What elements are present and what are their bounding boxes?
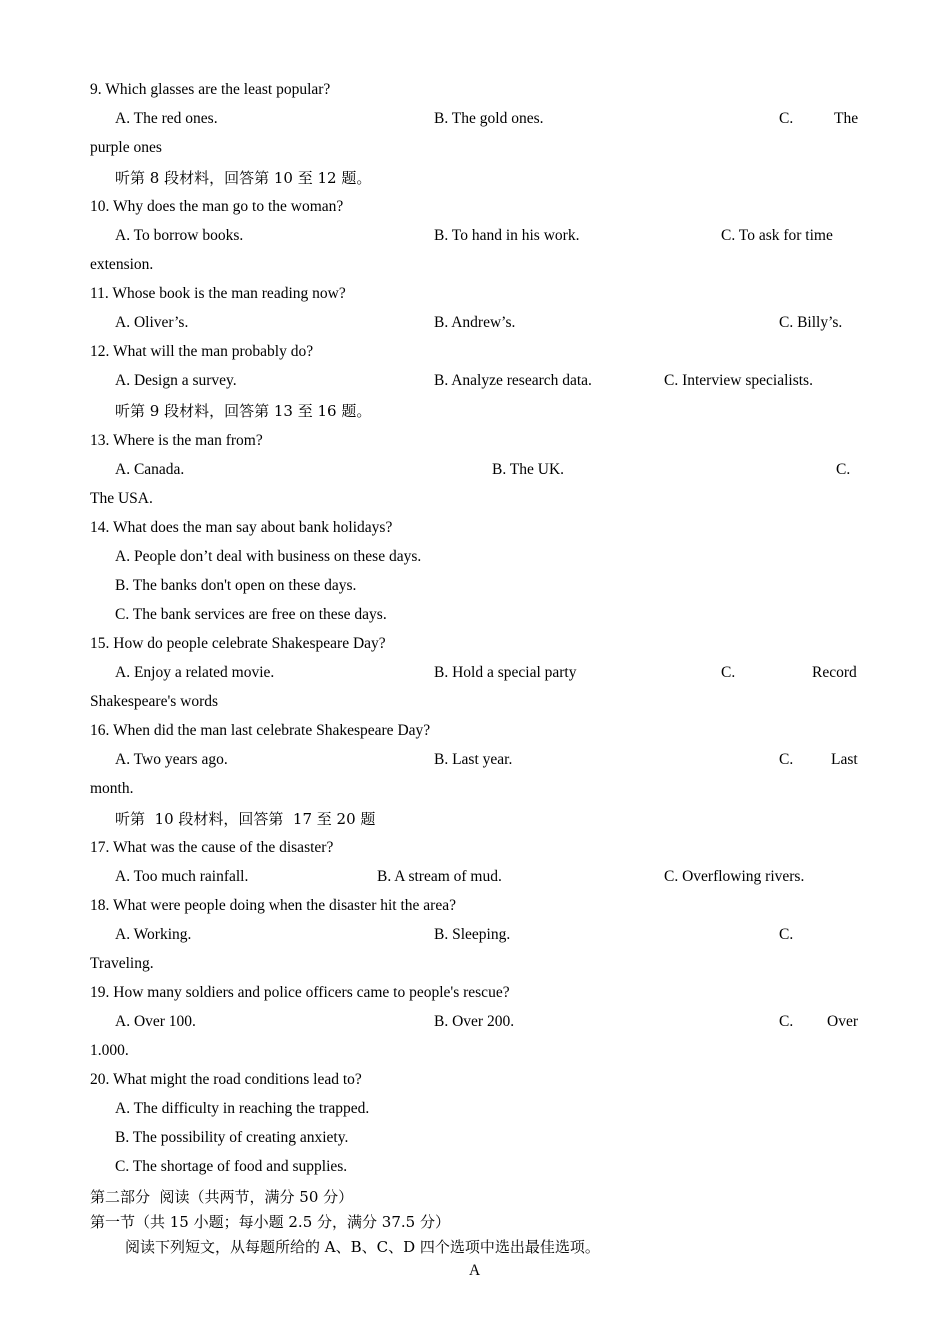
q12-option-b: B. Analyze research data. [434,372,592,389]
q15-option-b: B. Hold a special party [434,664,577,681]
q11-option-b: B. Andrew’s. [434,314,516,331]
q20-option-a: A. The difficulty in reaching the trapped. [115,1100,370,1117]
q16-option-c-cont: month. [90,780,134,797]
section-1-heading: 第一节（共 15 小题；每小题 2.5 分，满分 37.5 分） [90,1213,450,1231]
q13-option-b: B. The UK. [492,461,565,478]
q15-option-a: A. Enjoy a related movie. [115,664,275,681]
q9-option-c-text: The [834,110,859,127]
q13-option-a: A. Canada. [115,461,185,478]
q16-option-a: A. Two years ago. [115,751,228,768]
q10-option-c-cont: extension. [90,256,154,273]
q9-option-a: A. The red ones. [115,110,218,127]
q9-stem: 9. Which glasses are the least popular? [90,81,331,98]
q10-option-c: C. To ask for time [721,227,833,244]
q20-option-b: B. The possibility of creating anxiety. [115,1129,349,1146]
q15-stem: 15. How do people celebrate Shakespeare Day? [90,635,386,652]
q9-option-c-cont: purple ones [90,139,162,156]
q16-stem: 16. When did the man last celebrate Shakespeare Day? [90,722,431,739]
q19-option-a: A. Over 100. [115,1013,196,1030]
q15-option-c-cont: Shakespeare's words [90,693,219,710]
q15-option-c-text: Record [812,664,857,681]
q17-option-c: C. Overflowing rivers. [664,868,805,885]
q17-option-b: B. A stream of mud. [377,868,502,885]
reading-instructions: 阅读下列短文，从每题所给的 A、B、C、D 四个选项中选出最佳选项。 [125,1238,600,1256]
q13-stem: 13. Where is the man from? [90,432,263,449]
section-8-heading: 听第 8 段材料，回答第 10 至 12 题。 [115,169,372,187]
q13-option-c-label: C. [836,461,851,478]
q16-option-b: B. Last year. [434,751,513,768]
q15-option-c-label: C. [721,664,736,681]
q13-option-c-text: The USA. [90,490,153,507]
q10-stem: 10. Why does the man go to the woman? [90,198,344,215]
q11-stem: 11. Whose book is the man reading now? [90,285,346,302]
passage-label: A [469,1262,481,1279]
q17-option-a: A. Too much rainfall. [115,868,249,885]
q10-option-b: B. To hand in his work. [434,227,580,244]
q19-option-c-cont: 1.000. [90,1042,129,1059]
q11-option-a: A. Oliver’s. [115,314,189,331]
q20-option-c: C. The shortage of food and supplies. [115,1158,348,1175]
q12-stem: 12. What will the man probably do? [90,343,314,360]
q19-option-c-text: Over [827,1013,858,1030]
q14-option-b: B. The banks don't open on these days. [115,577,357,594]
q19-stem: 19. How many soldiers and police officers came to people's rescue? [90,984,510,1001]
q19-option-b: B. Over 200. [434,1013,515,1030]
q14-option-c: C. The bank services are free on these days. [115,606,387,623]
q19-option-c-label: C. [779,1013,794,1030]
q12-option-c: C. Interview specialists. [664,372,813,389]
q14-option-a: A. People don’t deal with business on these days. [115,548,422,565]
q11-option-c: C. Billy’s. [779,314,843,331]
q18-option-b: B. Sleeping. [434,926,511,943]
part-2-heading: 第二部分 阅读（共两节，满分 50 分） [90,1188,354,1206]
q9-option-c-label: C. [779,110,794,127]
q18-option-c-text: Traveling. [90,955,154,972]
q18-stem: 18. What were people doing when the disaster hit the area? [90,897,456,914]
q18-option-a: A. Working. [115,926,192,943]
q17-stem: 17. What was the cause of the disaster? [90,839,334,856]
q20-stem: 20. What might the road conditions lead to? [90,1071,362,1088]
q18-option-c-label: C. [779,926,794,943]
q16-option-c-text: Last [831,751,858,768]
q10-option-a: A. To borrow books. [115,227,244,244]
q16-option-c-label: C. [779,751,794,768]
q9-option-b: B. The gold ones. [434,110,544,127]
q12-option-a: A. Design a survey. [115,372,237,389]
q14-stem: 14. What does the man say about bank holidays? [90,519,393,536]
section-9-heading: 听第 9 段材料，回答第 13 至 16 题。 [115,402,372,420]
section-10-heading: 听第 10 段材料，回答第 17 至 20 题 [115,810,376,828]
